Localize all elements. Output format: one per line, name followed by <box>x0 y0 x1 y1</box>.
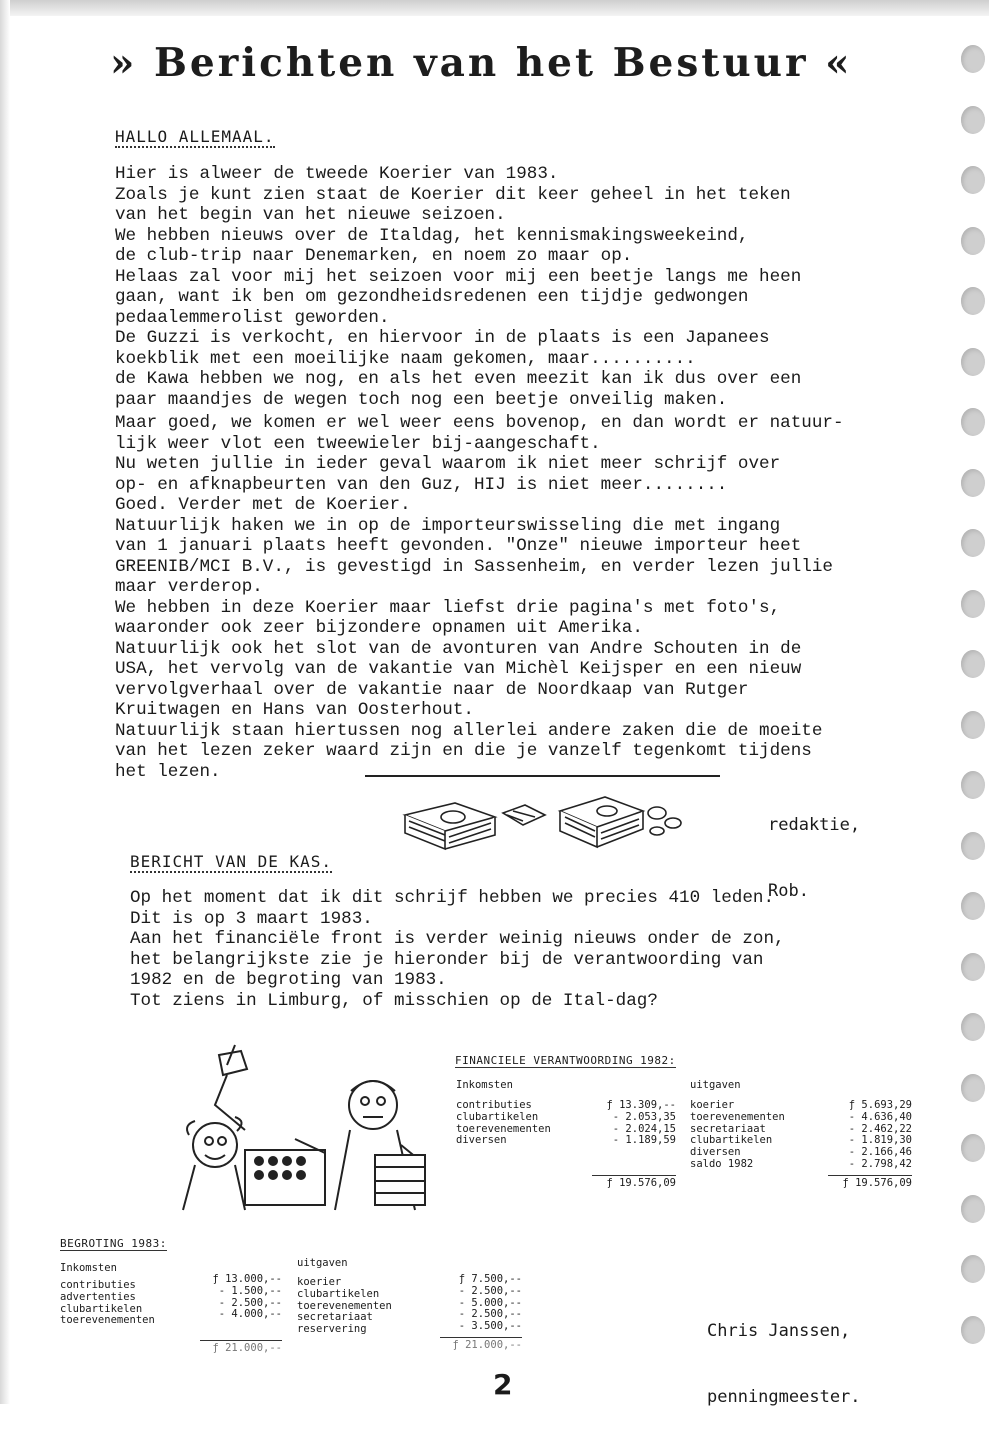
budget-expense-label: secretariaat <box>297 1311 373 1324</box>
income-amount: - 1.189,59 <box>612 1134 676 1147</box>
budget-expense-amount: - 3.500,-- <box>458 1320 522 1333</box>
budget-expense-amount: - 2.500,-- <box>458 1308 522 1321</box>
binder-hole <box>961 832 985 860</box>
binder-hole <box>961 1074 985 1102</box>
binder-hole <box>961 529 985 557</box>
financial-1982-income-total: ƒ 19.576,09 <box>606 1177 676 1189</box>
budget-income-amount: - 2.500,-- <box>218 1296 282 1309</box>
budget-1983-income-total: ƒ 21.000,-- <box>212 1342 282 1354</box>
binder-hole <box>961 469 985 497</box>
expense-label: toerevenementen <box>690 1110 785 1123</box>
section-heading-kas: BERICHT VAN DE KAS. <box>130 852 333 871</box>
budget-1983-expense-amounts <box>440 1274 522 1333</box>
expense-label: clubartikelen <box>690 1134 773 1147</box>
binder-hole <box>961 650 985 678</box>
treasurer-name: Chris Janssen, <box>707 1321 851 1341</box>
income-label: clubartikelen <box>456 1110 539 1123</box>
expense-amount: - 2.166,46 <box>848 1146 912 1159</box>
section-heading-hallo: HALLO ALLEMAAL. <box>115 127 275 146</box>
budget-income-label: advertenties <box>60 1290 136 1303</box>
financial-1982-expense-total-line <box>828 1175 912 1176</box>
budget-income-amount: - 1.500,-- <box>218 1284 282 1297</box>
binder-hole <box>961 227 985 255</box>
income-amount: - 2.024,15 <box>612 1122 676 1135</box>
binder-hole <box>961 590 985 618</box>
cashier-cartoon-illustration <box>175 1035 430 1215</box>
financial-1982-income-header: Inkomsten <box>456 1079 513 1091</box>
income-amount: - 2.053,35 <box>612 1110 676 1123</box>
expense-amount: - 4.636,40 <box>848 1110 912 1123</box>
budget-1983-title: BEGROTING 1983: <box>60 1237 167 1250</box>
income-label: contributies <box>456 1099 532 1111</box>
expense-amount: - 2.462,22 <box>848 1122 912 1135</box>
page-left-edge <box>0 0 10 1404</box>
budget-1983-income-header: Inkomsten <box>60 1262 117 1274</box>
budget-1983-expense-header: uitgaven <box>297 1257 348 1269</box>
binder-holes <box>961 45 987 1376</box>
budget-income-amount: ƒ 13.000,-- <box>212 1273 282 1285</box>
binder-hole <box>961 1013 985 1041</box>
signoff-name: Rob. <box>768 881 809 901</box>
binder-hole <box>961 1195 985 1223</box>
financial-1982-income-amounts <box>592 1100 676 1147</box>
budget-1983-income-labels <box>60 1280 155 1327</box>
budget-1983-income-total-line <box>200 1340 282 1341</box>
binder-hole <box>961 348 985 376</box>
signoff-role: redaktie, <box>768 815 861 835</box>
budget-1983-expense-total: ƒ 21.000,-- <box>452 1339 522 1351</box>
budget-expense-label: toerevenementen <box>297 1299 392 1312</box>
binder-hole <box>961 106 985 134</box>
binder-hole <box>961 771 985 799</box>
budget-1983-expense-labels <box>297 1277 392 1336</box>
financial-1982-expense-header: uitgaven <box>690 1079 741 1091</box>
budget-income-label: contributies <box>60 1279 136 1291</box>
expense-label: secretariaat <box>690 1122 766 1135</box>
budget-expense-label: clubartikelen <box>297 1287 380 1300</box>
divider-rule <box>365 775 720 777</box>
page-top-edge <box>0 0 989 16</box>
binder-hole <box>961 287 985 315</box>
intro-paragraph-1: Hier is alweer de tweede Koerier van 1983. Zoals je kunt zien staat de Koerier dit keer geheel in het teken van het begin van het nieuwe seizoen. We hebben nieuws over de Italdag, het kennismakingsweekeind, de club-trip naar Denemarken, en noem zo maar op. Helaas zal voor mij het seizoen voor mij een beetje langs me heen gaan, want ik ben om gezondheidsredenen een tijdje gedwongen pedaalemmerolist geworden. De Guzzi is verkocht, en hiervoor in de plaats is een Japanees koekblik met een moeilijke naam gekomen, maar.......... de Kawa hebben we nog, en als het even meezit kan ik dus over een paar maandjes de wegen toch nog een beetje onveilig maken. <box>115 164 802 410</box>
binder-hole <box>961 1134 985 1162</box>
financial-1982-title: FINANCIELE VERANTWOORDING 1982: <box>455 1054 676 1067</box>
budget-expense-label: koerier <box>297 1276 342 1288</box>
expense-label: saldo 1982 <box>690 1157 754 1170</box>
treasurer-role: penningmeester. <box>707 1387 861 1407</box>
binder-hole <box>961 1316 985 1344</box>
budget-expense-amount: - 5.000,-- <box>458 1296 522 1309</box>
kas-paragraph: Op het moment dat ik dit schrijf hebben we precies 410 leden. Dit is op 3 maart 1983. Aan het financiële front is verder weinig nieuws onder de zon, het belangrijkste zie je hieronder bij de verantwoording van 1982 en de begroting van 1983. Tot ziens in Limburg, of misschien op de Ital-dag? <box>130 888 785 1011</box>
expense-label: diversen <box>690 1146 741 1159</box>
budget-income-amount: - 4.000,-- <box>218 1308 282 1321</box>
budget-1983-expense-total-line <box>440 1337 522 1338</box>
expense-amount: ƒ 5.693,29 <box>848 1099 912 1111</box>
treasurer-signature <box>707 1276 861 1430</box>
binder-hole <box>961 711 985 739</box>
financial-1982-income-total-line <box>592 1175 676 1176</box>
expense-amount: - 2.798,42 <box>848 1157 912 1170</box>
binder-hole <box>961 892 985 920</box>
money-stacks-illustration <box>395 785 695 855</box>
income-amount: ƒ 13.309,-- <box>606 1099 676 1111</box>
page-number: 2 <box>493 1368 513 1401</box>
financial-1982-expense-total: ƒ 19.576,09 <box>842 1177 912 1189</box>
budget-1983-income-amounts <box>200 1274 282 1321</box>
intro-paragraph-2: Maar goed, we komen er wel weer eens bovenop, en dan wordt er natuur- lijk weer vlot een tweewieler bij-aangeschaft. Nu weten jullie in ieder geval waarom ik niet meer schrijf over op- en afknapbeurten van den Guz, HIJ is niet meer........ Goed. Verder met de Koerier. Natuurlijk haken we in op de importeurswisseling die met ingang van 1 januari plaats heeft gevonden. "Onze" nieuwe importeur heet GREENIB/MCI B.V., is gevestigd in Sassenheim, en verder lezen jullie maar verderop. We hebben in deze Koerier maar liefst drie pagina's met foto's, waaronder ook zeer bijzondere opnamen uit Amerika. Natuurlijk ook het slot van de avonturen van Andre Schouten in de USA, het vervolg van de vakantie van Michèl Keijsper en een nieuw vervolgverhaal over de vakantie naar de Noordkaap van Rutger Kruitwagen en Hans van Oosterhout. Natuurlijk staan hiertussen nog allerlei andere zaken die de moeite van het lezen zeker waard zijn en die je vanzelf tegenkomt tijdens het lezen. <box>115 413 844 782</box>
binder-hole <box>961 408 985 436</box>
budget-expense-amount: ƒ 7.500,-- <box>458 1273 522 1285</box>
budget-income-label: toerevenementen <box>60 1314 155 1327</box>
financial-1982-income-labels <box>456 1100 551 1147</box>
binder-hole <box>961 45 985 73</box>
budget-expense-amount: - 2.500,-- <box>458 1284 522 1297</box>
expense-amount: - 1.819,30 <box>848 1134 912 1147</box>
financial-1982-expense-labels <box>690 1100 785 1171</box>
expense-label: koerier <box>690 1099 735 1111</box>
binder-hole <box>961 166 985 194</box>
budget-expense-label: reservering <box>297 1323 367 1336</box>
binder-hole <box>961 953 985 981</box>
page-title: » Berichten van het Bestuur « <box>110 40 853 86</box>
financial-1982-expense-amounts <box>828 1100 912 1171</box>
income-label: toerevenementen <box>456 1122 551 1135</box>
income-label: diversen <box>456 1134 507 1147</box>
budget-income-label: clubartikelen <box>60 1302 143 1315</box>
binder-hole <box>961 1255 985 1283</box>
